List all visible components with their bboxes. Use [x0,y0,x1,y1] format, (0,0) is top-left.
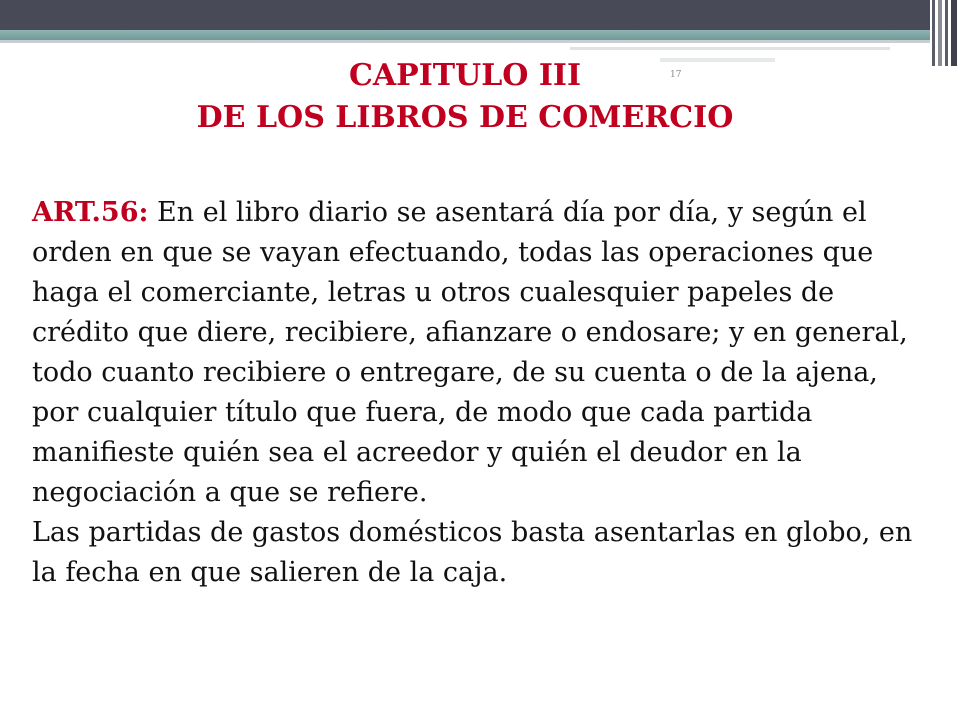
header-grey-accent [570,47,890,50]
article-label: ART.56: [32,197,149,228]
header-teal-strip [0,30,930,40]
corner-bar [945,0,948,66]
corner-bar [951,0,957,66]
article-text: En el libro diario se asentará día por día, y según el orden en que se vayan efectuando, todas las operaciones que haga el comerciante, letras u otros cualesquier papeles de crédito que diere, recibiere, afianzare o endosare; y en general, todo cuanto recibiere o entregare, de su cuenta o de la ajena, por cualquier título que fuera, de modo que cada partida manifieste quién sea el acreedor y quién el deudor en la negociación a que se refiere. [32,197,908,508]
slide-number: 17 [670,70,682,80]
corner-bar [932,0,935,66]
article-paragraph-2: Las partidas de gastos domésticos basta asentarlas en globo, en la fecha en que salieren de la caja. [32,517,913,588]
chapter-subtitle: DE LOS LIBROS DE COMERCIO [196,100,734,135]
article-body [32,193,932,593]
chapter-title: CAPITULO III [348,58,581,93]
article-paragraph-1 [32,193,932,513]
header-grey-strip [0,40,930,43]
header-dark-bar [0,0,960,30]
corner-bar [938,0,942,66]
